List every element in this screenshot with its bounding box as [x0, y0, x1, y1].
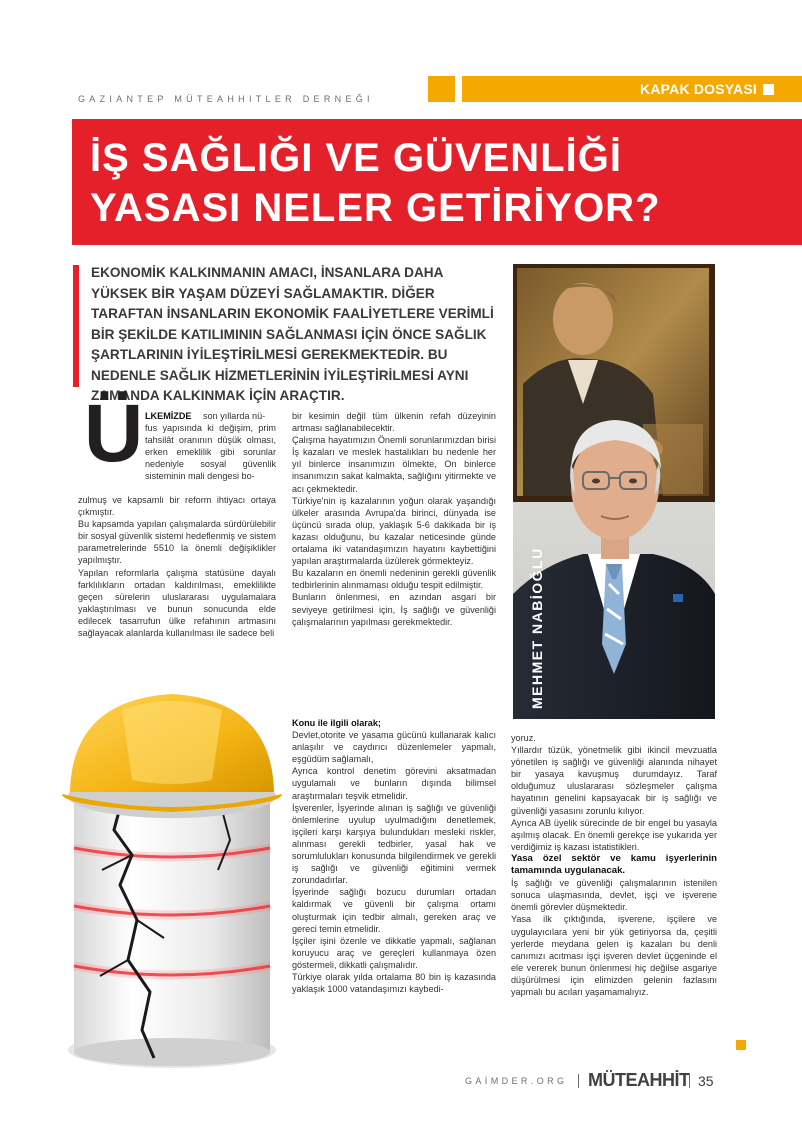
col1-p3: Yapılan reformlarla çalışma statüsüne dayalı farklılıkların ortadan kaldırılması, emeklilikte geçen sürelerin uluslararası uygulamalara yaklaştırılması ve bunun sonucunda elde edilecek tasarrufun ülke refahının artmasını sağlayacak alanlarda kullanılması ile sadece beli: [78, 567, 276, 639]
col2-p7: Ayrıca kontrol denetim görevini aksatmadan uygulamalı ve bunların dışında bilimsel araştırmaları teşvik etmelidir.: [292, 766, 496, 801]
col3-p4: İş sağlığı ve güvenliği çalışmalarının istenilen sonuca ulaşmasında, devlet, işçi ve işverene önemli görevler düşmektedir.: [511, 878, 717, 913]
title-line-2: YASASI NELER GETİRİYOR?: [90, 186, 661, 230]
col1-p1-wrap: [145, 422, 276, 482]
col1-p1-tail: zulmuş ve kapsamlı bir reform ihtiyacı ortaya çıkmıştır.: [78, 495, 276, 518]
col3-p2: Yıllardır tüzük, yönetmelik gibi ikincil mevzuatla yönetilen iş sağlığı ve güvenliği alanında nihayet bir yasaya kavuşmuş durumdayız. Taraf olduğumuz uluslararası sözleşmeler çalışma hayatının genelini kapsayacak bir iş sağlığı ve güvenliği yasasını zorunlu kılıyor.: [511, 745, 717, 816]
col1-p1-head: son yıllarda nü-: [203, 411, 266, 421]
page-title: [90, 133, 661, 233]
lead-accent-bar: [73, 265, 79, 387]
section-banner: [462, 76, 802, 102]
col1-intro-cont: [203, 410, 276, 422]
col3-p3: Ayrıca AB üyelik sürecinde de bir engel bu yasayla aşılmış olacak. En önemli gerekçe ise yukarıda yer verdiğimiz iş kazası istatistikleri.: [511, 817, 717, 852]
section-label: [640, 81, 774, 97]
footer-brand-logo: MÜTEAHHİT: [588, 1070, 690, 1090]
title-banner: [72, 119, 802, 245]
col3-p5: Yasa ilk çıktığında, işverene, işçilere ve uygulayıcılara yeni bir yük getiriyorsa da, çeşitli yerlerde meydana gelen iş kazaları bu denli canımızı acıtması işçi işveren devlet üçgeninde el ele vererek bunun önlenmesi hiç değilse asgariye düşürülmesi için elimizden gelenin fazlasını yapmalı bu acıları yaşamamalıyız.: [511, 914, 717, 997]
drop-cap: Ü: [84, 388, 144, 479]
col2-p6: Devlet,otorite ve yasama gücünü kullanarak kalıcı anlaşılır ve caydırıcı düzenlemeler yapmalı, eşgüdüm sağlamalı,: [292, 730, 496, 765]
photo-caption: MEHMET NABİOĞLU: [529, 547, 545, 709]
column-2-bottom: [292, 717, 496, 995]
col2-p4: Bu kazaların en önemli nedeninin gerekli güvenlik tedbirlerinin alınmaması olduğu tespit edilmiştir.: [292, 568, 496, 591]
section-square-icon: [763, 84, 774, 95]
col2-p10: İşçiler işini özenle ve dikkatle yapmalı, sağlanan koruyucu araç ve gereçleri kullanmaya özen göstermeli, dikkatli çalışmalıdır.: [292, 935, 496, 970]
col2-p8: İşverenler, İşyerinde alınan iş sağlığı ve güvenliği önlemlerine uyulup uyulmadığını denetlemek, işçileri karşı karşıya bulundukları mesleki riskler, alınması gerekli tedbirler, yasal hak ve sorumlulukları konusunda bilgilendirmek ve gerekli iş sağlığı ve güvenliği eğitimini vermek zorundadırlar.: [292, 802, 496, 886]
footer-site: GAİMDER.ORG: [465, 1076, 568, 1086]
corner-accent-square: [736, 1040, 746, 1050]
intro-bold-word: LKEMİZDE: [145, 411, 192, 421]
col2-p9: İşyerinde sağlığı bozucu durumları ortadan kaldırmak ve güvenli bir çalışma ortamı oluşturmak için tedbir almalı, gereken araç ve gereci temin etmelidir.: [292, 887, 496, 934]
section-label-text: KAPAK DOSYASI: [640, 81, 757, 97]
col2-p2: Çalışma hayatımızın Önemli sorunlarımızdan birisi İş kazaları ve meslek hastalıkları bu nedenle her yıl binlerce insanımızın ölmekte, On binlerce insanımızın sakat kalmakta, sağlığını yitirmekte ve acı çekmektedir.: [292, 435, 496, 494]
column-3: [511, 732, 717, 998]
col1-p2: Bu kapsamda yapılan çalışmalarda sürdürülebilir bir sosyal güvenlik sistemi hedeflenmiş ve sistem parametrelerinde 5510 la önemli değişiklikler yapılmıştır.: [78, 519, 276, 566]
col3-heading: Yasa özel sektör ve kamu işyerlerinin tamamında uygulanacak.: [511, 852, 717, 877]
title-line-1: İŞ SAĞLIĞI VE GÜVENLİĞİ: [90, 136, 622, 180]
footer-separator: [578, 1074, 579, 1088]
col2-p5: Bunların önlenmesi, en azından asgari bir seviyeye getirilmesi için, İş sağlığı ve güvenliği çalışmalarının yapılması gerekmektedir.: [292, 592, 496, 627]
col2-p1: bir kesimin değil tüm ülkenin refah düzeyinin artması sağlanabilecektir.: [292, 411, 496, 434]
col2-p11: Türkiye olarak yılda ortalama 80 bin iş kazasında yaklaşık 1000 vatandaşımızı kaybedi-: [292, 971, 496, 995]
helmet-illustration: [62, 680, 282, 1075]
header-accent-square: [428, 76, 455, 102]
column-1: [78, 494, 276, 639]
col2-heading: Konu ile ilgili olarak;: [292, 718, 381, 728]
footer-separator-2: [689, 1074, 690, 1088]
column-2-top: [292, 410, 496, 628]
col1-p1-lines-a: fus yapısında ki değişim, prim tahsilât oranının düşük olması, erken emeklilik gibi sorunlar nedeniyle sosyal güvenlik sisteminin mali dengesi bo-: [145, 423, 276, 482]
association-name: GAZIANTEP MÜTEAHHITLER DERNEĞI: [78, 94, 374, 104]
lead-paragraph: EKONOMİK KALKINMANIN AMACI, İNSANLARA DAHA YÜKSEK BİR YAŞAM DÜZEYİ SAĞLAMAKTIR. DİĞER TARAFTAN İNSANLARIN EKONOMİK FAALİYETLERE VERİMLİ BİR ŞEKİLDE KATILIMININ SAĞLANMASI İÇİN ÖNCE SAĞLIK ŞARTLARININ İYİLEŞTİRİLMESİ GEREKMEKTEDİR. BU NEDENLE SAĞLIK HİZMETLERİNİN İYİLEŞTİRİLMESİ AYNI ZAMANDA KALKINMAK İÇİN ARAÇTIR.: [91, 265, 494, 403]
col3-p1: yoruz.: [511, 733, 536, 743]
col2-p3: Türkiye'nin iş kazalarının yoğun olarak yaşandığı ülkeler arasında Avrupa'da birinci, dünyada ise üçüncü sırada olup, yaklaşık 5-6 dakikada bir iş kazası olduğunu, bu kazalar neticesinde günde ortalama iki vatandaşımızın hayatını kaybettiğini yapılan araştırmalarda üzülerek görmekteyiz.: [292, 495, 496, 567]
page-number: 35: [698, 1073, 714, 1089]
